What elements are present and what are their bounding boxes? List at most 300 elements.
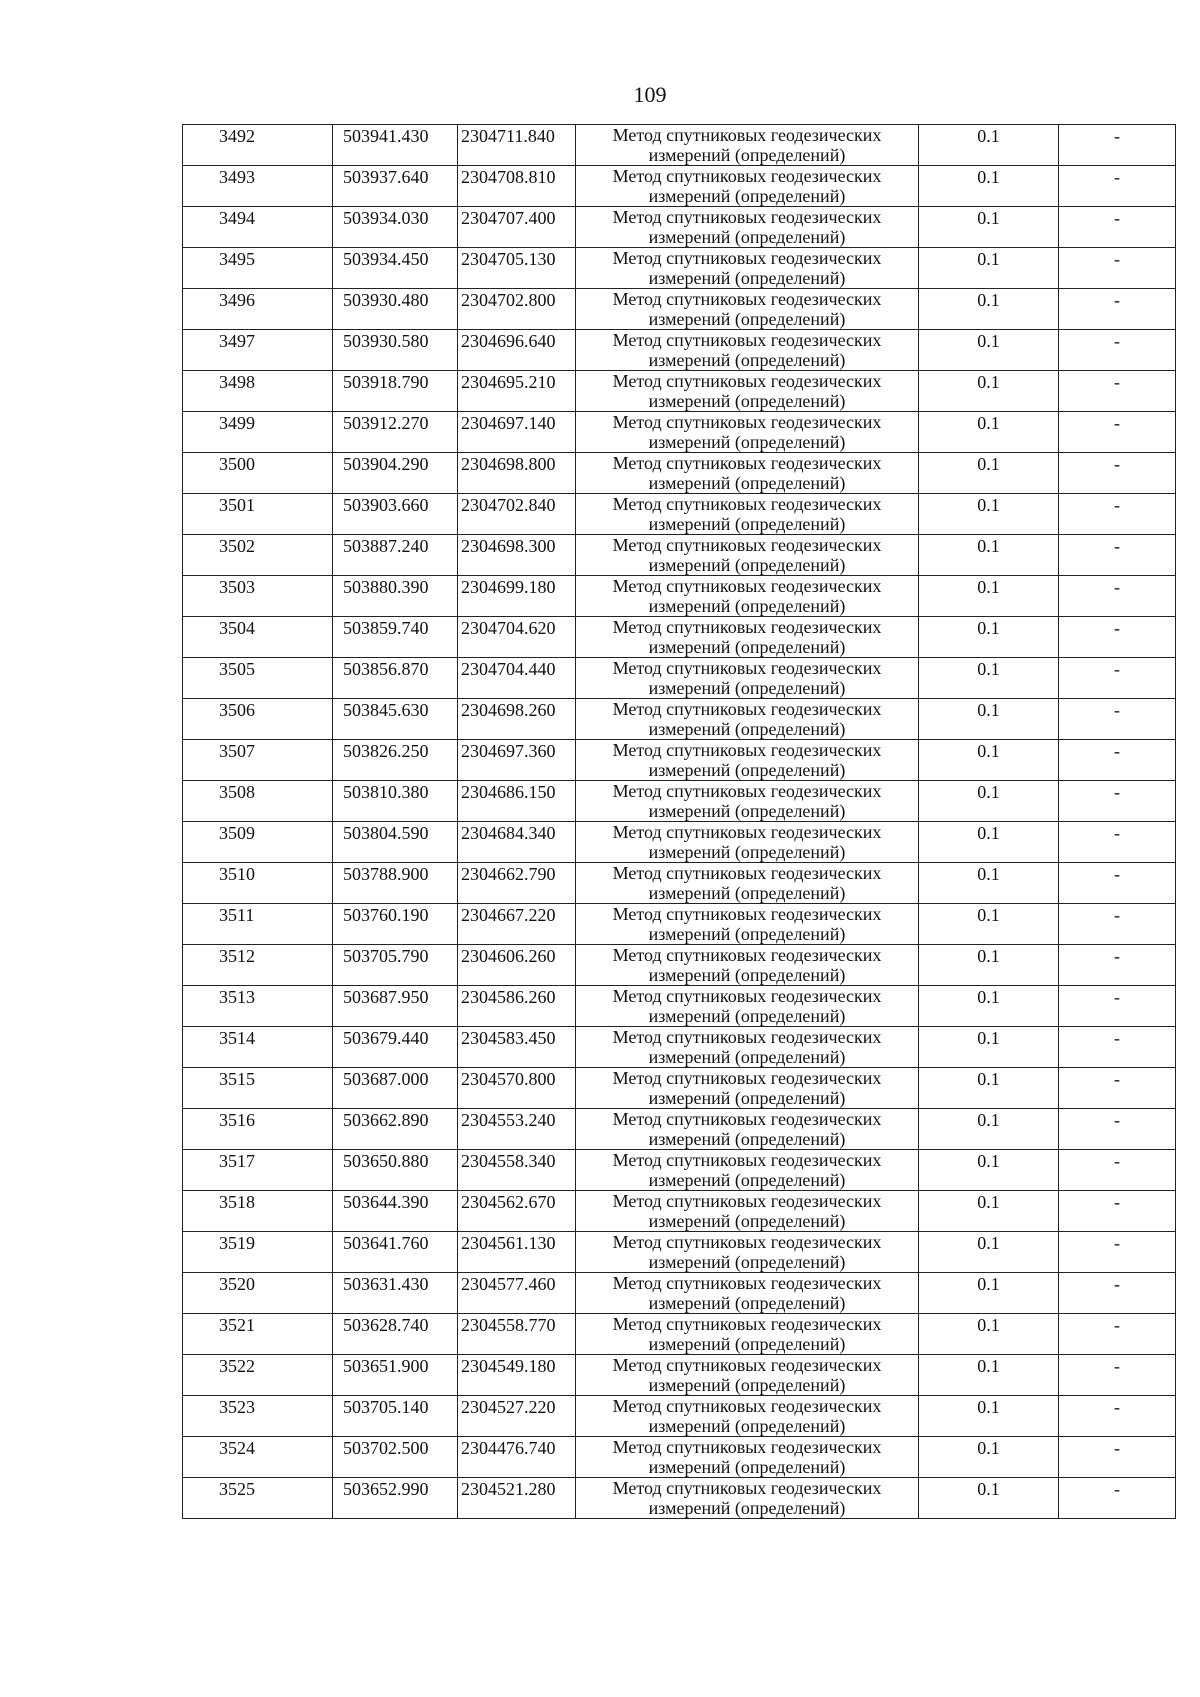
method-cell <box>576 1273 919 1314</box>
coordinate-x-cell <box>333 863 458 904</box>
accuracy-cell <box>919 1109 1059 1150</box>
method-cell-text: Метод спутниковых геодезических измерений (определений) <box>612 1355 882 1395</box>
coordinate-x-cell <box>333 699 458 740</box>
point-number-cell <box>183 453 333 494</box>
table-row <box>183 1396 1176 1437</box>
method-cell-text: Метод спутниковых геодезических измерений (определений) <box>612 1068 882 1108</box>
coordinate-x-cell <box>333 248 458 289</box>
note-cell <box>1059 617 1176 658</box>
coordinate-x-cell-text: 503702.500 <box>343 1438 429 1458</box>
method-cell-text: Метод спутниковых геодезических измерений (определений) <box>612 535 882 575</box>
coordinate-y-cell-text: 2304698.300 <box>461 536 556 556</box>
accuracy-cell-text: 0.1 <box>977 864 1000 884</box>
table-row <box>183 1191 1176 1232</box>
point-number-cell-text: 3496 <box>219 290 255 310</box>
accuracy-cell-text: 0.1 <box>977 495 1000 515</box>
note-cell <box>1059 453 1176 494</box>
note-cell-text: - <box>1114 905 1120 925</box>
note-cell <box>1059 535 1176 576</box>
method-cell <box>576 863 919 904</box>
note-cell-text: - <box>1114 700 1120 720</box>
accuracy-cell <box>919 617 1059 658</box>
coordinate-x-cell <box>333 1273 458 1314</box>
coordinate-x-cell-text: 503941.430 <box>343 126 429 146</box>
method-cell <box>576 1150 919 1191</box>
coordinate-x-cell-text: 503687.950 <box>343 987 429 1007</box>
note-cell <box>1059 1273 1176 1314</box>
method-cell-text: Метод спутниковых геодезических измерений (определений) <box>612 863 882 903</box>
method-cell <box>576 371 919 412</box>
note-cell-text: - <box>1114 1438 1120 1458</box>
point-number-cell-text: 3517 <box>219 1151 255 1171</box>
accuracy-cell-text: 0.1 <box>977 618 1000 638</box>
point-number-cell <box>183 207 333 248</box>
coordinate-x-cell <box>333 494 458 535</box>
note-cell-text: - <box>1114 1028 1120 1048</box>
accuracy-cell <box>919 207 1059 248</box>
table-row <box>183 740 1176 781</box>
coordinate-x-cell <box>333 822 458 863</box>
coordinate-x-cell-text: 503705.140 <box>343 1397 429 1417</box>
method-cell-text: Метод спутниковых геодезических измерений (определений) <box>612 1109 882 1149</box>
method-cell-text: Метод спутниковых геодезических измерений (определений) <box>612 1314 882 1354</box>
note-cell-text: - <box>1114 1274 1120 1294</box>
method-cell <box>576 1068 919 1109</box>
accuracy-cell-text: 0.1 <box>977 536 1000 556</box>
coordinate-y-cell <box>458 699 576 740</box>
table-row <box>183 863 1176 904</box>
coordinate-y-cell <box>458 822 576 863</box>
note-cell-text: - <box>1114 536 1120 556</box>
accuracy-cell-text: 0.1 <box>977 1274 1000 1294</box>
table-row <box>183 125 1176 166</box>
method-cell <box>576 1109 919 1150</box>
coordinate-x-cell <box>333 1437 458 1478</box>
coordinate-x-cell <box>333 535 458 576</box>
table-row <box>183 822 1176 863</box>
coordinate-y-cell <box>458 1109 576 1150</box>
coordinate-y-cell <box>458 904 576 945</box>
page-number: 109 <box>633 82 667 107</box>
point-number-cell-text: 3510 <box>219 864 255 884</box>
note-cell-text: - <box>1114 372 1120 392</box>
accuracy-cell-text: 0.1 <box>977 290 1000 310</box>
method-cell-text: Метод спутниковых геодезических измерений (определений) <box>612 740 882 780</box>
accuracy-cell-text: 0.1 <box>977 782 1000 802</box>
method-cell <box>576 576 919 617</box>
coordinate-y-cell-text: 2304697.360 <box>461 741 556 761</box>
point-number-cell-text: 3497 <box>219 331 255 351</box>
point-number-cell <box>183 371 333 412</box>
coordinate-x-cell <box>333 166 458 207</box>
method-cell-text: Метод спутниковых геодезических измерений (определений) <box>612 1150 882 1190</box>
note-cell-text: - <box>1114 1315 1120 1335</box>
table-row <box>183 289 1176 330</box>
point-number-cell <box>183 1232 333 1273</box>
accuracy-cell <box>919 658 1059 699</box>
accuracy-cell-text: 0.1 <box>977 413 1000 433</box>
note-cell <box>1059 576 1176 617</box>
point-number-cell-text: 3500 <box>219 454 255 474</box>
coordinate-y-cell-text: 2304704.440 <box>461 659 556 679</box>
method-cell <box>576 986 919 1027</box>
point-number-cell-text: 3525 <box>219 1479 255 1499</box>
point-number-cell <box>183 412 333 453</box>
method-cell <box>576 781 919 822</box>
method-cell-text: Метод спутниковых геодезических измерений (определений) <box>612 945 882 985</box>
coordinate-x-cell-text: 503856.870 <box>343 659 429 679</box>
method-cell-text: Метод спутниковых геодезических измерений (определений) <box>612 699 882 739</box>
method-cell <box>576 904 919 945</box>
accuracy-cell <box>919 494 1059 535</box>
method-cell <box>576 453 919 494</box>
coordinate-y-cell-text: 2304606.260 <box>461 946 556 966</box>
table-row <box>183 494 1176 535</box>
table-row <box>183 1068 1176 1109</box>
coordinate-x-cell-text: 503887.240 <box>343 536 429 556</box>
coordinate-y-cell <box>458 371 576 412</box>
coordinate-x-cell-text: 503903.660 <box>343 495 429 515</box>
coordinate-y-cell <box>458 1027 576 1068</box>
coordinate-y-cell-text: 2304704.620 <box>461 618 556 638</box>
coordinate-y-cell-text: 2304698.800 <box>461 454 556 474</box>
coordinate-y-cell <box>458 1273 576 1314</box>
table-row <box>183 412 1176 453</box>
coordinate-y-cell-text: 2304705.130 <box>461 249 556 269</box>
table-row <box>183 1232 1176 1273</box>
note-cell-text: - <box>1114 741 1120 761</box>
table-row <box>183 248 1176 289</box>
accuracy-cell-text: 0.1 <box>977 905 1000 925</box>
accuracy-cell <box>919 576 1059 617</box>
table-row <box>183 535 1176 576</box>
method-cell-text: Метод спутниковых геодезических измерений (определений) <box>612 166 882 206</box>
note-cell <box>1059 248 1176 289</box>
accuracy-cell <box>919 535 1059 576</box>
coordinate-x-cell-text: 503705.790 <box>343 946 429 966</box>
coordinate-y-cell <box>458 1314 576 1355</box>
coordinate-y-cell <box>458 617 576 658</box>
accuracy-cell <box>919 453 1059 494</box>
table-row <box>183 166 1176 207</box>
coordinate-y-cell <box>458 289 576 330</box>
coordinate-x-cell-text: 503934.030 <box>343 208 429 228</box>
point-number-cell-text: 3513 <box>219 987 255 1007</box>
note-cell-text: - <box>1114 1151 1120 1171</box>
method-cell-text: Метод спутниковых геодезических измерений (определений) <box>612 289 882 329</box>
note-cell-text: - <box>1114 1479 1120 1499</box>
coordinate-x-cell-text: 503644.390 <box>343 1192 429 1212</box>
note-cell-text: - <box>1114 1110 1120 1130</box>
method-cell <box>576 945 919 986</box>
method-cell <box>576 1232 919 1273</box>
point-number-cell-text: 3498 <box>219 372 255 392</box>
note-cell <box>1059 986 1176 1027</box>
coordinate-y-cell <box>458 781 576 822</box>
coordinate-y-cell <box>458 330 576 371</box>
note-cell-text: - <box>1114 782 1120 802</box>
point-number-cell-text: 3504 <box>219 618 255 638</box>
point-number-cell-text: 3519 <box>219 1233 255 1253</box>
point-number-cell-text: 3506 <box>219 700 255 720</box>
accuracy-cell-text: 0.1 <box>977 372 1000 392</box>
coordinate-x-cell <box>333 1478 458 1519</box>
accuracy-cell-text: 0.1 <box>977 946 1000 966</box>
accuracy-cell <box>919 986 1059 1027</box>
coordinate-y-cell-text: 2304561.130 <box>461 1233 556 1253</box>
accuracy-cell <box>919 330 1059 371</box>
point-number-cell-text: 3516 <box>219 1110 255 1130</box>
accuracy-cell <box>919 1355 1059 1396</box>
note-cell <box>1059 412 1176 453</box>
coordinate-x-cell <box>333 1232 458 1273</box>
note-cell <box>1059 904 1176 945</box>
point-number-cell-text: 3512 <box>219 946 255 966</box>
note-cell <box>1059 1109 1176 1150</box>
point-number-cell <box>183 1355 333 1396</box>
point-number-cell <box>183 1150 333 1191</box>
coordinate-x-cell-text: 503934.450 <box>343 249 429 269</box>
coordinate-y-cell-text: 2304577.460 <box>461 1274 556 1294</box>
coordinate-x-cell <box>333 1068 458 1109</box>
coordinate-x-cell-text: 503788.900 <box>343 864 429 884</box>
note-cell <box>1059 1027 1176 1068</box>
note-cell-text: - <box>1114 823 1120 843</box>
note-cell <box>1059 1150 1176 1191</box>
method-cell <box>576 658 919 699</box>
method-cell <box>576 617 919 658</box>
accuracy-cell-text: 0.1 <box>977 741 1000 761</box>
accuracy-cell-text: 0.1 <box>977 249 1000 269</box>
coordinate-x-cell-text: 503679.440 <box>343 1028 429 1048</box>
coordinate-x-cell-text: 503918.790 <box>343 372 429 392</box>
coordinate-y-cell <box>458 863 576 904</box>
note-cell-text: - <box>1114 208 1120 228</box>
accuracy-cell-text: 0.1 <box>977 1356 1000 1376</box>
point-number-cell <box>183 822 333 863</box>
coordinate-y-cell-text: 2304586.260 <box>461 987 556 1007</box>
point-number-cell-text: 3509 <box>219 823 255 843</box>
accuracy-cell <box>919 1232 1059 1273</box>
accuracy-cell <box>919 125 1059 166</box>
table-row <box>183 330 1176 371</box>
coordinate-y-cell <box>458 535 576 576</box>
table-row <box>183 453 1176 494</box>
accuracy-cell-text: 0.1 <box>977 659 1000 679</box>
coordinate-y-cell-text: 2304696.640 <box>461 331 556 351</box>
coordinate-y-cell <box>458 1150 576 1191</box>
accuracy-cell <box>919 166 1059 207</box>
table-row <box>183 699 1176 740</box>
method-cell-text: Метод спутниковых геодезических измерений (определений) <box>612 1027 882 1067</box>
note-cell <box>1059 207 1176 248</box>
method-cell-text: Метод спутниковых геодезических измерений (определений) <box>612 1437 882 1477</box>
accuracy-cell-text: 0.1 <box>977 454 1000 474</box>
accuracy-cell <box>919 822 1059 863</box>
note-cell <box>1059 289 1176 330</box>
accuracy-cell-text: 0.1 <box>977 208 1000 228</box>
note-cell <box>1059 371 1176 412</box>
coordinate-x-cell-text: 503859.740 <box>343 618 429 638</box>
coordinate-y-cell-text: 2304697.140 <box>461 413 556 433</box>
table-row <box>183 1109 1176 1150</box>
accuracy-cell <box>919 1191 1059 1232</box>
accuracy-cell <box>919 1150 1059 1191</box>
point-number-cell-text: 3511 <box>219 905 255 925</box>
point-number-cell <box>183 945 333 986</box>
note-cell <box>1059 863 1176 904</box>
table-row <box>183 986 1176 1027</box>
note-cell <box>1059 781 1176 822</box>
point-number-cell <box>183 699 333 740</box>
accuracy-cell <box>919 945 1059 986</box>
point-number-cell-text: 3518 <box>219 1192 255 1212</box>
point-number-cell-text: 3505 <box>219 659 255 679</box>
method-cell <box>576 412 919 453</box>
note-cell-text: - <box>1114 1397 1120 1417</box>
point-number-cell-text: 3503 <box>219 577 255 597</box>
coordinate-y-cell-text: 2304521.280 <box>461 1479 556 1499</box>
coordinate-y-cell <box>458 1355 576 1396</box>
point-number-cell-text: 3520 <box>219 1274 255 1294</box>
coordinate-y-cell <box>458 1232 576 1273</box>
note-cell-text: - <box>1114 618 1120 638</box>
coordinate-y-cell-text: 2304570.800 <box>461 1069 556 1089</box>
accuracy-cell <box>919 1314 1059 1355</box>
coordinate-x-cell-text: 503650.880 <box>343 1151 429 1171</box>
accuracy-cell-text: 0.1 <box>977 1479 1000 1499</box>
method-cell-text: Метод спутниковых геодезических измерений (определений) <box>612 494 882 534</box>
accuracy-cell-text: 0.1 <box>977 1110 1000 1130</box>
coordinate-x-cell <box>333 1314 458 1355</box>
note-cell <box>1059 330 1176 371</box>
point-number-cell-text: 3502 <box>219 536 255 556</box>
coordinate-y-cell-text: 2304686.150 <box>461 782 556 802</box>
table-body <box>183 125 1176 1519</box>
point-number-cell-text: 3495 <box>219 249 255 269</box>
coordinate-x-cell <box>333 1355 458 1396</box>
coordinate-y-cell-text: 2304558.340 <box>461 1151 556 1171</box>
method-cell-text: Метод спутниковых геодезических измерений (определений) <box>612 986 882 1026</box>
coordinate-y-cell-text: 2304549.180 <box>461 1356 556 1376</box>
coordinate-y-cell <box>458 166 576 207</box>
note-cell-text: - <box>1114 331 1120 351</box>
table-row <box>183 1314 1176 1355</box>
coordinate-y-cell-text: 2304662.790 <box>461 864 556 884</box>
accuracy-cell-text: 0.1 <box>977 823 1000 843</box>
method-cell <box>576 699 919 740</box>
point-number-cell-text: 3508 <box>219 782 255 802</box>
coordinate-x-cell <box>333 576 458 617</box>
note-cell-text: - <box>1114 946 1120 966</box>
coordinate-x-cell <box>333 986 458 1027</box>
method-cell <box>576 740 919 781</box>
method-cell-text: Метод спутниковых геодезических измерений (определений) <box>612 371 882 411</box>
point-number-cell-text: 3522 <box>219 1356 255 1376</box>
coordinate-y-cell-text: 2304699.180 <box>461 577 556 597</box>
table-row <box>183 658 1176 699</box>
note-cell <box>1059 166 1176 207</box>
table-row <box>183 904 1176 945</box>
accuracy-cell-text: 0.1 <box>977 1397 1000 1417</box>
point-number-cell <box>183 740 333 781</box>
coordinate-y-cell <box>458 986 576 1027</box>
note-cell-text: - <box>1114 290 1120 310</box>
point-number-cell-text: 3494 <box>219 208 255 228</box>
method-cell-text: Метод спутниковых геодезических измерений (определений) <box>612 576 882 616</box>
point-number-cell <box>183 1109 333 1150</box>
note-cell <box>1059 1068 1176 1109</box>
accuracy-cell <box>919 863 1059 904</box>
note-cell <box>1059 822 1176 863</box>
method-cell <box>576 494 919 535</box>
note-cell <box>1059 1314 1176 1355</box>
coordinate-y-cell-text: 2304708.810 <box>461 167 556 187</box>
note-cell-text: - <box>1114 249 1120 269</box>
note-cell <box>1059 1437 1176 1478</box>
method-cell-text: Метод спутниковых геодезических измерений (определений) <box>612 125 882 165</box>
method-cell-text: Метод спутниковых геодезических измерений (определений) <box>612 822 882 862</box>
coordinate-x-cell-text: 503662.890 <box>343 1110 429 1130</box>
point-number-cell-text: 3501 <box>219 495 255 515</box>
table-row <box>183 781 1176 822</box>
coordinate-x-cell <box>333 617 458 658</box>
coordinate-x-cell <box>333 1150 458 1191</box>
note-cell-text: - <box>1114 659 1120 679</box>
table-row <box>183 617 1176 658</box>
note-cell-text: - <box>1114 1069 1120 1089</box>
note-cell <box>1059 494 1176 535</box>
accuracy-cell <box>919 1396 1059 1437</box>
coordinate-x-cell <box>333 945 458 986</box>
point-number-cell <box>183 904 333 945</box>
note-cell <box>1059 1191 1176 1232</box>
coordinate-y-cell <box>458 1478 576 1519</box>
coordinate-y-cell-text: 2304553.240 <box>461 1110 556 1130</box>
accuracy-cell-text: 0.1 <box>977 167 1000 187</box>
coordinate-x-cell <box>333 658 458 699</box>
note-cell-text: - <box>1114 413 1120 433</box>
coordinate-y-cell <box>458 1068 576 1109</box>
coordinate-y-cell-text: 2304583.450 <box>461 1028 556 1048</box>
note-cell-text: - <box>1114 864 1120 884</box>
coordinate-x-cell <box>333 740 458 781</box>
coordinate-y-cell-text: 2304707.400 <box>461 208 556 228</box>
point-number-cell <box>183 986 333 1027</box>
coordinate-y-cell-text: 2304558.770 <box>461 1315 556 1335</box>
note-cell <box>1059 740 1176 781</box>
method-cell <box>576 1355 919 1396</box>
table-row <box>183 1150 1176 1191</box>
coordinate-y-cell-text: 2304684.340 <box>461 823 556 843</box>
coordinate-y-cell-text: 2304527.220 <box>461 1397 556 1417</box>
note-cell <box>1059 125 1176 166</box>
coordinates-table <box>182 124 1176 1519</box>
coordinate-x-cell-text: 503930.480 <box>343 290 429 310</box>
coordinate-x-cell-text: 503804.590 <box>343 823 429 843</box>
note-cell <box>1059 658 1176 699</box>
coordinate-y-cell <box>458 125 576 166</box>
method-cell <box>576 1437 919 1478</box>
point-number-cell-text: 3514 <box>219 1028 255 1048</box>
coordinate-x-cell <box>333 371 458 412</box>
point-number-cell <box>183 1396 333 1437</box>
accuracy-cell <box>919 740 1059 781</box>
coordinate-x-cell-text: 503880.390 <box>343 577 429 597</box>
note-cell-text: - <box>1114 1192 1120 1212</box>
note-cell-text: - <box>1114 1233 1120 1253</box>
accuracy-cell <box>919 289 1059 330</box>
